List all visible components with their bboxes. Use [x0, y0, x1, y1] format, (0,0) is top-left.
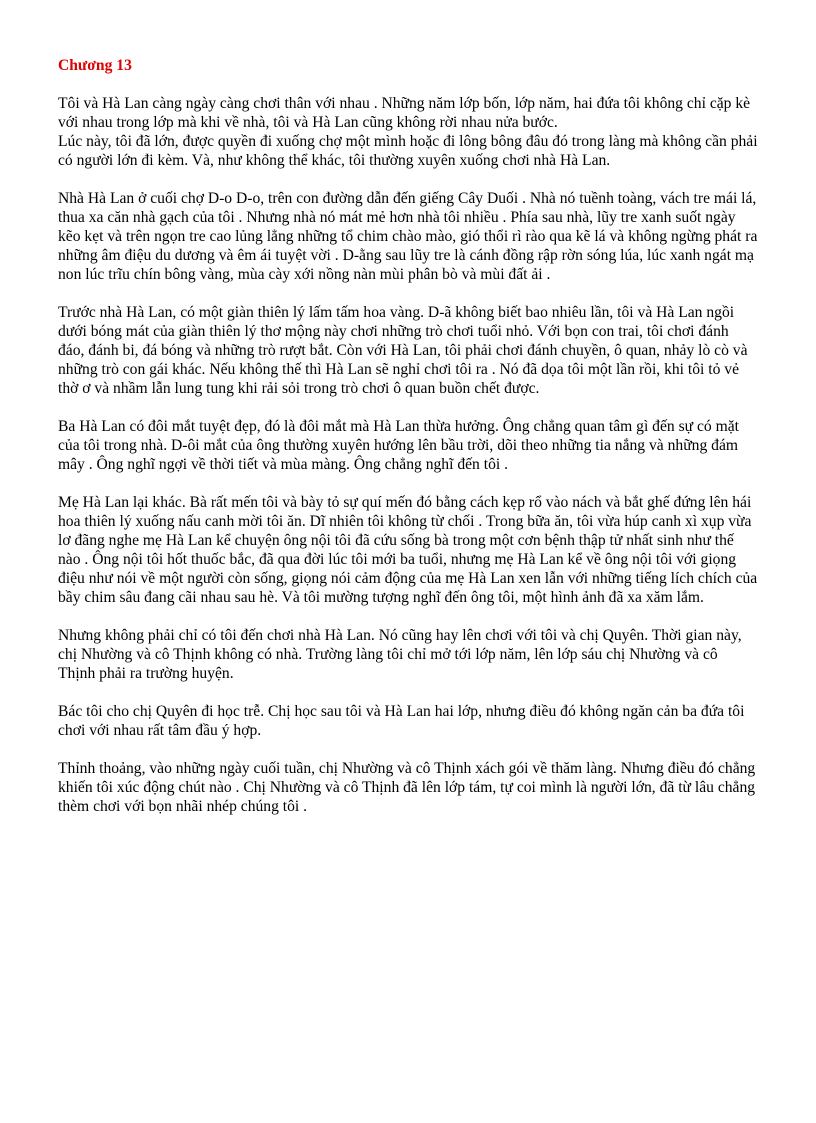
paragraph-5: Mẹ Hà Lan lại khác. Bà rất mến tôi và bày tỏ sự quí mến đó bằng cách kẹp rổ vào nách và bắt ghế đứng lên hái hoa thiên lý xuống nấu canh mời tôi ăn. Dĩ nhiên tôi không từ chối . Trong bữa ăn, tôi vừa húp canh xì xụp vừa lơ đãng nghe mẹ Hà Lan kể chuyện ông nội tôi đã cứu sống bà trong một cơn bệnh thập tử nhất sinh như thế nào . Ông nội tôi hốt thuốc bắc, đã qua đời lúc tôi mới ba tuổi, nhưng mẹ Hà Lan kể về ông nội tôi với giọng điệu như nói về một người còn sống, giọng nói cảm động của mẹ Hà Lan xen lẫn với những tiếng lích chích của bầy chim sâu đang cãi nhau sau hè. Và tôi mường tượng nghĩ đến ông tôi, một hình ảnh đã xa xăm lắm. — [58, 494, 758, 606]
paragraph-2: Nhà Hà Lan ở cuối chợ D-o D-o, trên con đường dẫn đến giếng Cây Duối . Nhà nó tuềnh toàng, vách tre mái lá, thua xa căn nhà gạch của tôi . Nhưng nhà nó mát mẻ hơn nhà tôi nhiều . Phía sau nhà, lũy tre xanh suốt ngày kẽo kẹt và trên ngọn tre cao lủng lẳng những tổ chim chào mào, gió thổi rì rào qua kẽ lá và không ngừng phát ra những âm điệu du dương và êm ái tuyệt vời . D-ằng sau lũy tre là cánh đồng rập rờn sóng lúa, lúc xanh ngát mạ non lúc trĩu chín bông vàng, mùa cày xới nồng nàn mùi phân bò và mùi đất ải . — [58, 190, 758, 283]
paragraph-3: Trước nhà Hà Lan, có một giàn thiên lý lấm tấm hoa vàng. D-ã không biết bao nhiêu lần, tôi và Hà Lan ngồi dưới bóng mát của giàn thiên lý thơ mộng này chơi những trò chơi tuổi nhỏ. Với bọn con trai, tôi chơi đánh đáo, đánh bi, đá bóng và những trò rượt bắt. Còn với Hà Lan, tôi phải chơi đánh chuyền, ô quan, nhảy lò cò và những trò con gái khác. Nếu không thế thì Hà Lan sẽ nghỉ chơi tôi ra . Nó đã dọa tôi một lần rồi, khi tôi tỏ vẻ thờ ơ và nhầm lẫn lung tung khi rải sỏi trong trò chơi ô quan buồn chết được. — [58, 304, 748, 397]
paragraph-4: Ba Hà Lan có đôi mắt tuyệt đẹp, đó là đôi mắt mà Hà Lan thừa hưởng. Ông chẳng quan tâm gì đến sự có mặt của tôi trong nhà. D-ôi mắt của ông thường xuyên hướng lên bầu trời, dõi theo những tia nắng và những đám mây . Ông nghĩ ngợi về thời tiết và mùa màng. Ông chẳng nghĩ đến tôi . — [58, 418, 740, 473]
chapter-title: Chương 13 — [58, 57, 132, 74]
paragraph-7: Bác tôi cho chị Quyên đi học trễ. Chị học sau tôi và Hà Lan hai lớp, nhưng điều đó không ngăn cản ba đứa tôi chơi với nhau rất tâm đầu ý hợp. — [58, 703, 745, 739]
document-page — [58, 56, 758, 835]
paragraph-8: Thỉnh thoảng, vào những ngày cuối tuần, chị Nhường và cô Thịnh xách gói về thăm làng. Nhưng điều đó chẳng khiến tôi xúc động chút nào . Chị Nhường và cô Thịnh đã lên lớp tám, tự coi mình là người lớn, đã từ lâu chẳng thèm chơi với bọn nhãi nhép chúng tôi . — [58, 760, 756, 815]
paragraph-6: Nhưng không phải chỉ có tôi đến chơi nhà Hà Lan. Nó cũng hay lên chơi với tôi và chị Quyên. Thời gian này, chị Nhường và cô Thịnh không có nhà. Trường làng tôi chỉ mở tới lớp năm, lên lớp sáu chị Nhường và cô Thịnh phải ra trường huyện. — [58, 627, 742, 682]
paragraph-1: Tôi và Hà Lan càng ngày càng chơi thân với nhau . Những năm lớp bốn, lớp năm, hai đứa tôi không chỉ cặp kè với nhau trong lớp mà khi về nhà, tôi và Hà Lan cũng không rời nhau nửa bước. Lúc này, tôi đã lớn, được quyền đi xuống chợ một mình hoặc đi lông bông đâu đó trong làng mà không cần phải có người lớn đi kèm. Và, như không thể khác, tôi thường xuyên xuống chơi nhà Hà Lan. — [58, 95, 758, 169]
